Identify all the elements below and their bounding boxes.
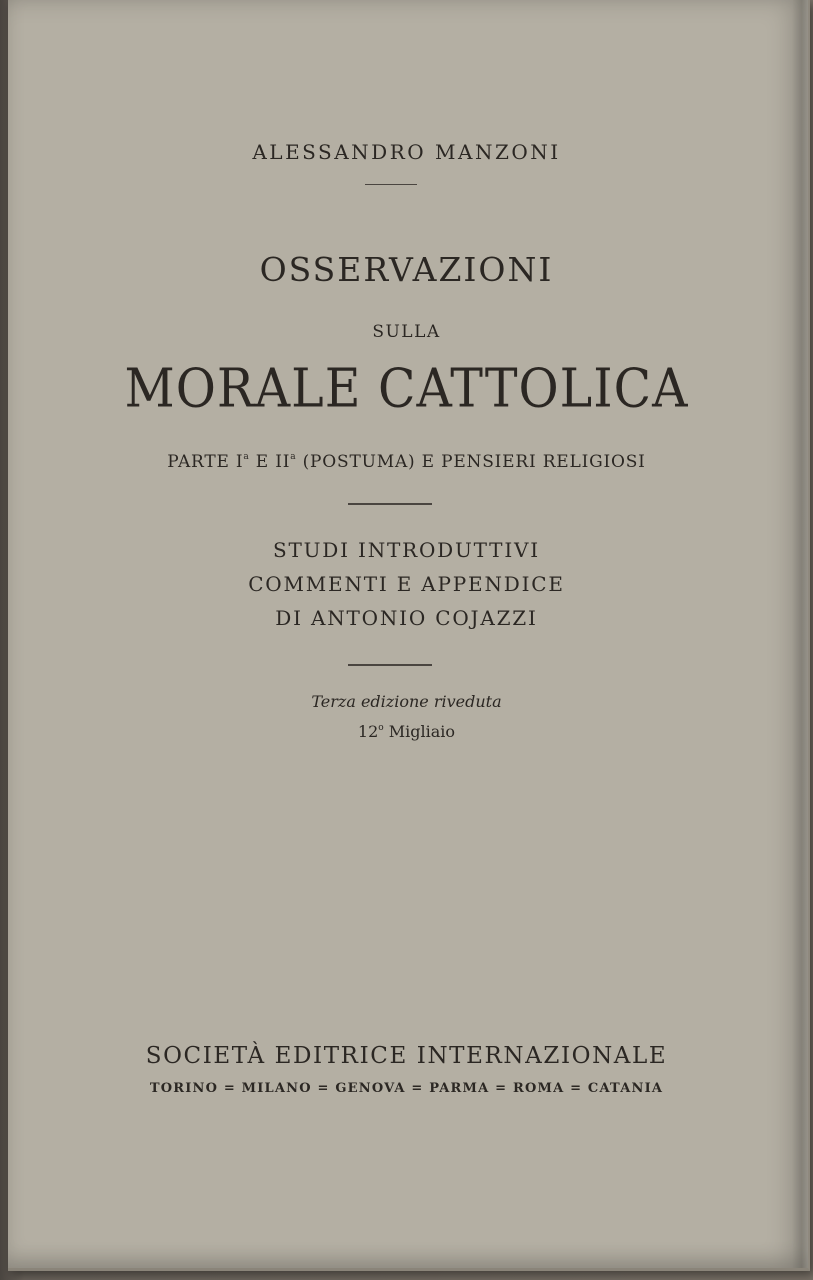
divider-1 bbox=[348, 503, 432, 505]
parts-sup-2: a bbox=[290, 452, 297, 462]
parts-prefix: PARTE I bbox=[167, 452, 244, 472]
parts-subtitle bbox=[0, 452, 813, 472]
migliaio-sup: o bbox=[378, 723, 384, 733]
title-morale-cattolica: MORALE CATTOLICA bbox=[124, 357, 689, 420]
title-osservazioni: OSSERVAZIONI bbox=[259, 250, 554, 289]
studi-line-2: COMMENTI E APPENDICE bbox=[248, 572, 565, 596]
divider-2 bbox=[348, 664, 432, 666]
divider-short bbox=[365, 184, 417, 185]
publisher-name: SOCIETÀ EDITRICE INTERNAZIONALE bbox=[145, 1043, 668, 1069]
parts-sup-1: a bbox=[243, 452, 250, 462]
parts-suffix: (POSTUMA) E PENSIERI RELIGIOSI bbox=[296, 452, 646, 472]
studi-line-1: STUDI INTRODUTTIVI bbox=[273, 538, 540, 562]
migliaio-label: Migliaio bbox=[383, 722, 456, 741]
author-name: ALESSANDRO MANZONI bbox=[252, 140, 561, 164]
studi-line-3: DI ANTONIO COJAZZI bbox=[275, 606, 538, 630]
migliaio-number: 12 bbox=[357, 722, 379, 741]
title-sulla: SULLA bbox=[372, 322, 441, 342]
edition-note: Terza edizione riveduta bbox=[311, 692, 502, 711]
migliaio-note bbox=[0, 722, 813, 741]
parts-middle: E II bbox=[249, 452, 291, 472]
publisher-cities: TORINO = MILANO = GENOVA = PARMA = ROMA = CATANIA bbox=[149, 1081, 664, 1096]
